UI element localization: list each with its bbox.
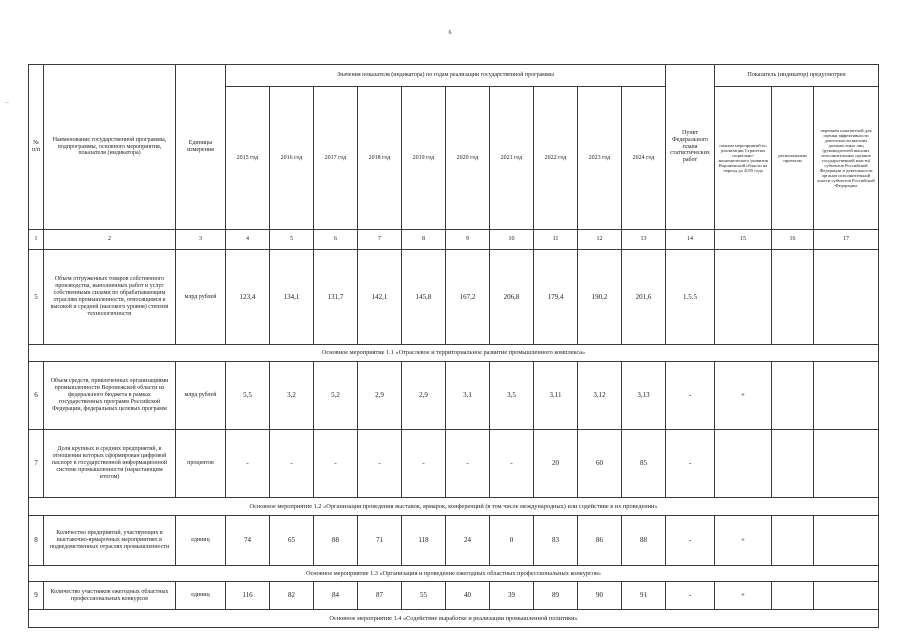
side-mark: -- bbox=[5, 100, 9, 106]
column-number: 5 bbox=[270, 230, 314, 250]
header-col17: перечнем показателей для оценки эффективности деятельности высших должностных лиц (руководителей высших исполнительных органов государственной власти) субъектов Российской Федерации и деятельности органов исполнительной власти субъектов Российской Федерации bbox=[814, 87, 879, 230]
page-number: 6 bbox=[448, 30, 452, 36]
year-value: - bbox=[446, 430, 490, 498]
year-value: 24 bbox=[446, 516, 490, 566]
table-row bbox=[29, 250, 879, 345]
year-value: 91 bbox=[622, 582, 666, 610]
table-row bbox=[29, 430, 879, 498]
column-number: 8 bbox=[402, 230, 446, 250]
efficiency-list-mark bbox=[814, 250, 879, 345]
year-value: 3,5 bbox=[490, 362, 534, 430]
year-value: 88 bbox=[622, 516, 666, 566]
year-value: 5,5 bbox=[226, 362, 270, 430]
indicator-name: Объем средств, привлеченных организациями промышленности Воронежской области из федерального бюджета в рамках государственных программ Российской Федерации, федеральных целевых программ bbox=[44, 362, 176, 430]
table-row bbox=[29, 582, 879, 610]
year-value: - bbox=[226, 430, 270, 498]
column-numbers-row bbox=[29, 230, 879, 250]
row-number: 5 bbox=[29, 250, 44, 345]
header-year: 2015 год bbox=[226, 87, 270, 230]
year-value: 2,9 bbox=[402, 362, 446, 430]
header-year: 2022 год bbox=[534, 87, 578, 230]
plan-item-cell: - bbox=[666, 516, 715, 566]
column-number: 10 bbox=[490, 230, 534, 250]
year-value: 167,2 bbox=[446, 250, 490, 345]
strategy-mark: + bbox=[715, 362, 772, 430]
section-title: Основное мероприятие 1.1 «Отраслевое и территориальное развитие промышленного комплекса» bbox=[29, 345, 879, 362]
regional-project-mark bbox=[772, 362, 814, 430]
year-value: 84 bbox=[314, 582, 358, 610]
column-number: 4 bbox=[226, 230, 270, 250]
column-number: 3 bbox=[176, 230, 226, 250]
indicator-name: Количество участников ежегодных областных профессиональных конкурсов bbox=[44, 582, 176, 610]
year-value: 71 bbox=[358, 516, 402, 566]
strategy-mark bbox=[715, 250, 772, 345]
section-row bbox=[29, 566, 879, 582]
column-number: 6 bbox=[314, 230, 358, 250]
row-number: 9 bbox=[29, 582, 44, 610]
header-year: 2018 год bbox=[358, 87, 402, 230]
header-unit: Единицы измерения bbox=[176, 65, 226, 230]
strategy-mark: + bbox=[715, 516, 772, 566]
column-number: 16 bbox=[772, 230, 814, 250]
year-value: 179,4 bbox=[534, 250, 578, 345]
year-value: 85 bbox=[622, 430, 666, 498]
section-title: Основное мероприятие 1.4 «Содействие выработке и реализации промышленной политики» bbox=[29, 610, 879, 628]
year-value: 116 bbox=[226, 582, 270, 610]
unit-cell: млрд рублей bbox=[176, 250, 226, 345]
efficiency-list-mark bbox=[814, 582, 879, 610]
section-row bbox=[29, 345, 879, 362]
year-value: 65 bbox=[270, 516, 314, 566]
unit-cell: млрд рублей bbox=[176, 362, 226, 430]
year-value: 3,12 bbox=[578, 362, 622, 430]
efficiency-list-mark bbox=[814, 516, 879, 566]
column-number: 13 bbox=[622, 230, 666, 250]
header-values-group: Значения показателя (индикатора) по годам реализации государственной программы bbox=[226, 65, 666, 87]
year-value: 82 bbox=[270, 582, 314, 610]
year-value: 3,11 bbox=[534, 362, 578, 430]
regional-project-mark bbox=[772, 250, 814, 345]
indicator-name: Объем отгруженных товаров собственного производства, выполненных работ и услуг собственными силами по обрабатывающим отраслям промышленности, относящимся к высокой и средней (высокого уровня) степени технологичности bbox=[44, 250, 176, 345]
efficiency-list-mark bbox=[814, 362, 879, 430]
column-number: 7 bbox=[358, 230, 402, 250]
regional-project-mark bbox=[772, 516, 814, 566]
year-value: 60 bbox=[578, 430, 622, 498]
row-number: 8 bbox=[29, 516, 44, 566]
section-title: Основное мероприятие 1.2 «Организация проведения выставок, ярмарок, конференций (в том числе международных) или содействие в их проведении» bbox=[29, 498, 879, 516]
header-year: 2016 год bbox=[270, 87, 314, 230]
year-value: - bbox=[270, 430, 314, 498]
year-value: 90 bbox=[578, 582, 622, 610]
year-value: 55 bbox=[402, 582, 446, 610]
year-value: 39 bbox=[490, 582, 534, 610]
header-col16: региональным проектом bbox=[772, 87, 814, 230]
year-value: - bbox=[314, 430, 358, 498]
plan-item-cell: - bbox=[666, 430, 715, 498]
row-number: 6 bbox=[29, 362, 44, 430]
header-year: 2023 год bbox=[578, 87, 622, 230]
unit-cell: единиц bbox=[176, 582, 226, 610]
plan-item-cell: - bbox=[666, 362, 715, 430]
regional-project-mark bbox=[772, 582, 814, 610]
year-value: 89 bbox=[534, 582, 578, 610]
column-number: 9 bbox=[446, 230, 490, 250]
table-row bbox=[29, 362, 879, 430]
year-value: 206,8 bbox=[490, 250, 534, 345]
indicator-name: Количество предприятий, участвующих в выставочно-ярмарочных мероприятиях в подведомственных отраслях промышленности bbox=[44, 516, 176, 566]
plan-item-cell: - bbox=[666, 582, 715, 610]
year-value: 74 bbox=[226, 516, 270, 566]
header-no: № п/п bbox=[29, 65, 44, 230]
efficiency-list-mark bbox=[814, 430, 879, 498]
strategy-mark: + bbox=[715, 582, 772, 610]
column-number: 11 bbox=[534, 230, 578, 250]
header-year: 2021 год bbox=[490, 87, 534, 230]
year-value: 3,2 bbox=[270, 362, 314, 430]
regional-project-mark bbox=[772, 430, 814, 498]
column-number: 17 bbox=[814, 230, 879, 250]
year-value: 123,4 bbox=[226, 250, 270, 345]
header-year: 2017 год bbox=[314, 87, 358, 230]
indicators-table bbox=[28, 64, 879, 628]
year-value: 131,7 bbox=[314, 250, 358, 345]
table-row bbox=[29, 516, 879, 566]
year-value: 87 bbox=[358, 582, 402, 610]
year-value: - bbox=[358, 430, 402, 498]
header-provided-group: Показатель (индикатор) предусмотрен bbox=[715, 65, 879, 87]
header-plan-item: Пункт Федерального плана статистических работ bbox=[666, 65, 715, 230]
unit-cell: единиц bbox=[176, 516, 226, 566]
header-name: Наименование государственной программы, подпрограммы, основного мероприятия, показателя (индикатора) bbox=[44, 65, 176, 230]
column-number: 12 bbox=[578, 230, 622, 250]
year-value: 190,2 bbox=[578, 250, 622, 345]
header-year: 2024 год bbox=[622, 87, 666, 230]
strategy-mark bbox=[715, 430, 772, 498]
section-title: Основное мероприятие 1.3 «Организация и проведение ежегодных областных профессиональных конкурсов» bbox=[29, 566, 879, 582]
year-value: 2,9 bbox=[358, 362, 402, 430]
year-value: 201,6 bbox=[622, 250, 666, 345]
year-value: - bbox=[402, 430, 446, 498]
column-number: 2 bbox=[44, 230, 176, 250]
unit-cell: процентов bbox=[176, 430, 226, 498]
section-row bbox=[29, 610, 879, 628]
column-number: 1 bbox=[29, 230, 44, 250]
year-value: 20 bbox=[534, 430, 578, 498]
column-number: 14 bbox=[666, 230, 715, 250]
year-value: 145,8 bbox=[402, 250, 446, 345]
indicator-name: Доля крупных и средних предприятий, в отношении которых сформирован цифровой паспорт в государственной информационной системе промышленности (нарастающим итогом) bbox=[44, 430, 176, 498]
year-value: 86 bbox=[578, 516, 622, 566]
year-value: 118 bbox=[402, 516, 446, 566]
header-year: 2019 год bbox=[402, 87, 446, 230]
year-value: 83 bbox=[534, 516, 578, 566]
year-value: 3,13 bbox=[622, 362, 666, 430]
year-value: - bbox=[490, 430, 534, 498]
plan-item-cell: 1.5.5 bbox=[666, 250, 715, 345]
year-value: 3,1 bbox=[446, 362, 490, 430]
column-number: 15 bbox=[715, 230, 772, 250]
year-value: 0 bbox=[490, 516, 534, 566]
year-value: 142,1 bbox=[358, 250, 402, 345]
section-row bbox=[29, 498, 879, 516]
year-value: 5,2 bbox=[314, 362, 358, 430]
header-year: 2020 год bbox=[446, 87, 490, 230]
year-value: 134,1 bbox=[270, 250, 314, 345]
year-value: 40 bbox=[446, 582, 490, 610]
header-col15: планом мероприятий по реализации Стратегии социально-экономического развития Воронежской области на период до 2035 года bbox=[715, 87, 772, 230]
row-number: 7 bbox=[29, 430, 44, 498]
year-value: 88 bbox=[314, 516, 358, 566]
